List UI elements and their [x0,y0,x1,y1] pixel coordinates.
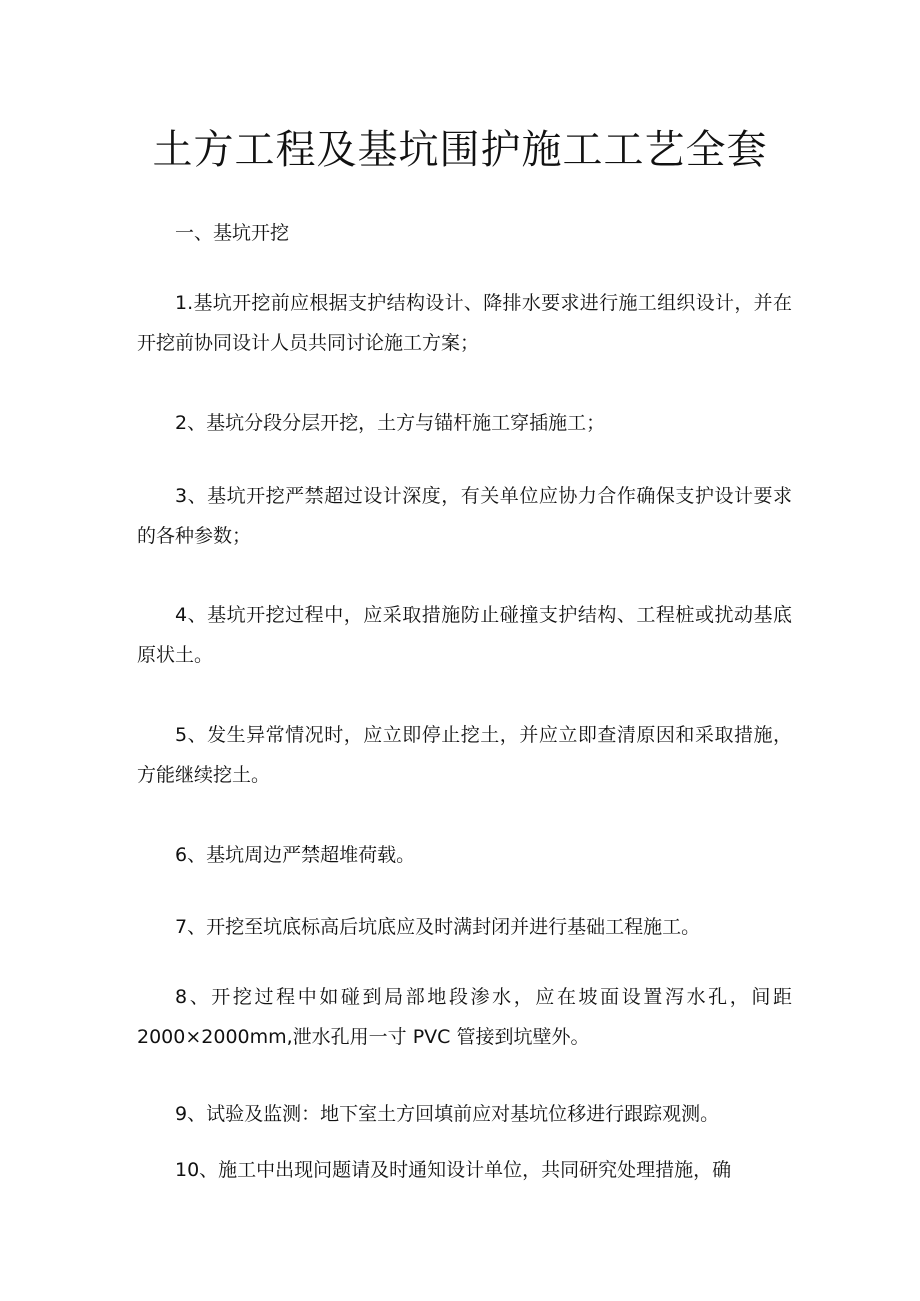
list-item-9: 9、试验及监测：地下室土方回填前应对基坑位移进行跟踪观测。 [175,1103,720,1125]
list-item-8: 8、开挖过程中如碰到局部地段渗水，应在坡面设置泻水孔，间距2000×2000mm,泄水孔用一寸 PVC 管接到坑壁外。 [137,986,792,1048]
list-item-5: 5、发生异常情况时，应立即停止挖土，并应立即查清原因和采取措施，方能继续挖土。 [137,724,792,786]
list-item-2: 2、基坑分段分层开挖，土方与锚杆施工穿插施工； [175,412,606,434]
document-title: 土方工程及基坑围护施工工艺全套 [152,127,768,173]
list-item-10: 10、施工中出现问题请及时通知设计单位，共同研究处理措施，确 [175,1159,732,1181]
list-item-4: 4、基坑开挖过程中，应采取措施防止碰撞支护结构、工程桩或扰动基底原状土。 [137,604,792,666]
list-item-7: 7、开挖至坑底标高后坑底应及时满封闭并进行基础工程施工。 [175,916,701,938]
section-heading: 一、基坑开挖 [175,222,290,244]
list-item-1: 1.基坑开挖前应根据支护结构设计、降排水要求进行施工组织设计，并在开挖前协同设计人员共同讨论施工方案； [137,292,792,354]
list-item-3: 3、基坑开挖严禁超过设计深度，有关单位应协力合作确保支护设计要求的各种参数； [137,485,792,547]
list-item-6: 6、基坑周边严禁超堆荷载。 [175,844,416,866]
